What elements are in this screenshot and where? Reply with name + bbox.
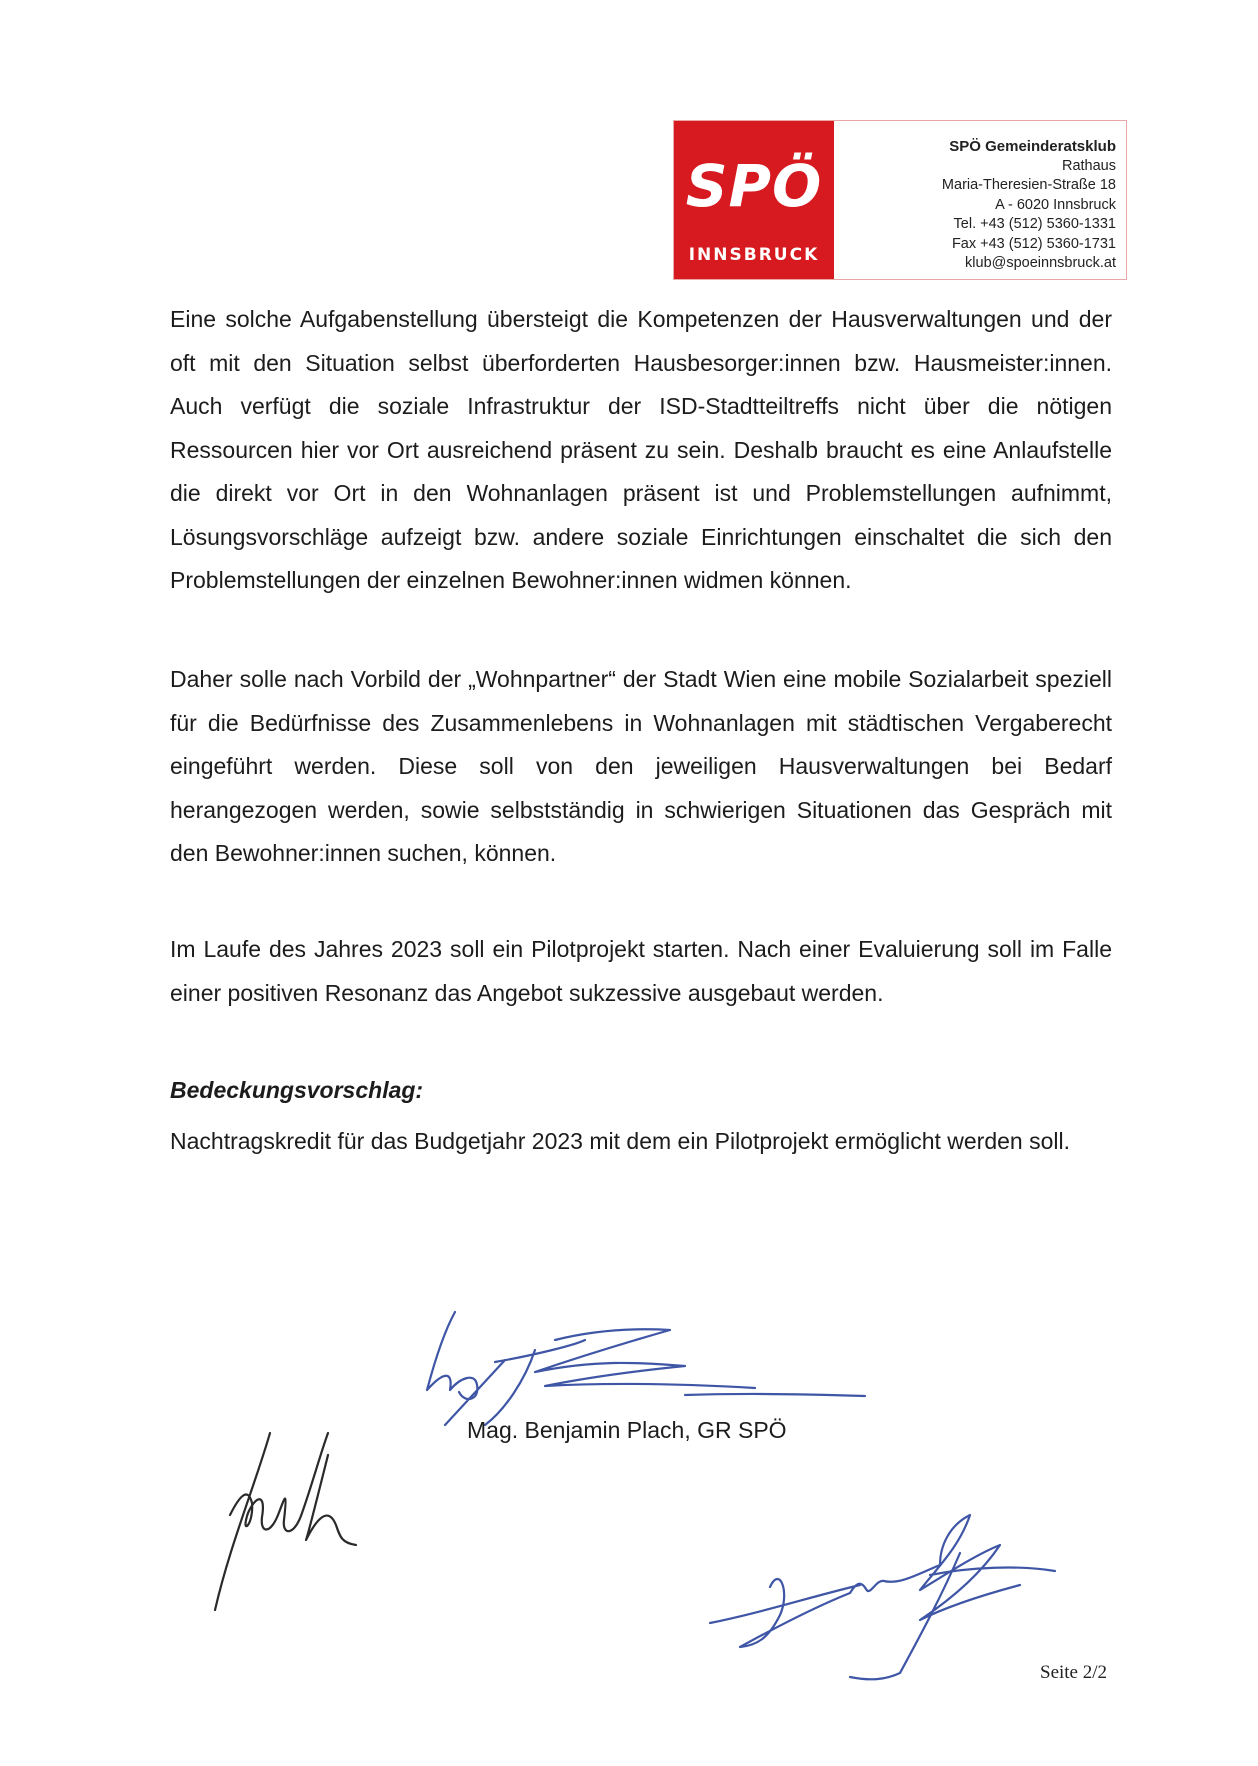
logo-subtitle: INNSBRUCK — [688, 245, 820, 265]
address-building: Rathaus — [1061, 157, 1116, 174]
body-paragraph-3: Im Laufe des Jahres 2023 soll ein Pilotprojekt starten. Nach einer Evaluierung soll im Falle einer positiven Resonanz das Angebot sukzessive ausgebaut werden. — [170, 936, 1112, 1006]
coverage-heading: Bedeckungsvorschlag: — [170, 1077, 424, 1103]
address-street: Maria-Theresien-Straße 18 — [941, 177, 1116, 193]
coverage-text: Nachtragskredit für das Budgetjahr 2023 mit dem ein Pilotprojekt ermöglicht werden soll. — [170, 1128, 1070, 1154]
body-paragraph-2: Daher solle nach Vorbild der „Wohnpartner“ der Stadt Wien eine mobile Sozialarbeit speziell für die Bedürfnisse des Zusammenlebens in Wohnanlagen mit städtischen Vergaberecht eingeführt werden. Diese soll von den jeweiligen Hausverwaltungen bei Bedarf herangezogen werden, sowie selbstständig in schwierigen Situationen das Gespräch mit den Bewohner:innen suchen, können. — [170, 666, 1112, 866]
address-city: A - 6020 Innsbruck — [995, 196, 1116, 213]
letterhead — [673, 120, 1127, 280]
club-name: SPÖ Gemeinderatsklub — [949, 138, 1116, 155]
address-tel: Tel. +43 (512) 5360-1331 — [953, 216, 1116, 232]
address-email: klub@spoeinnsbruck.at — [965, 255, 1116, 271]
page-number: Seite 2/2 — [1040, 1662, 1108, 1683]
body-paragraph-1: Eine solche Aufgabenstellung übersteigt die Kompetenzen der Hausverwaltungen und der oft mit den Situation selbst überforderten Hausbesorger:innen bzw. Hausmeister:innen. Auch verfügt die soziale Infrastruktur der ISD-Stadtteiltreffs nicht über die nötigen Ressourcen hier vor Ort ausreichend präsent zu sein. Deshalb braucht es eine Anlaufstelle die direkt vor Ort in den Wohnanlagen präsent ist und Problemstellungen aufnimmt, Lösungsvorschläge aufzeigt bzw. andere soziale Einrichtungen einschaltet die sich den Problemstellungen der einzelnen Bewohner:innen widmen können. — [170, 306, 1112, 593]
logo-text: SPÖ — [685, 152, 823, 220]
signature-left — [200, 1425, 440, 1615]
signature-right — [700, 1505, 1070, 1685]
signature-plach — [385, 1300, 875, 1430]
signer-name: Mag. Benjamin Plach, GR SPÖ — [467, 1417, 787, 1443]
club-address — [834, 121, 1126, 279]
spo-logo — [674, 121, 834, 279]
address-fax: Fax +43 (512) 5360-1731 — [951, 235, 1116, 252]
